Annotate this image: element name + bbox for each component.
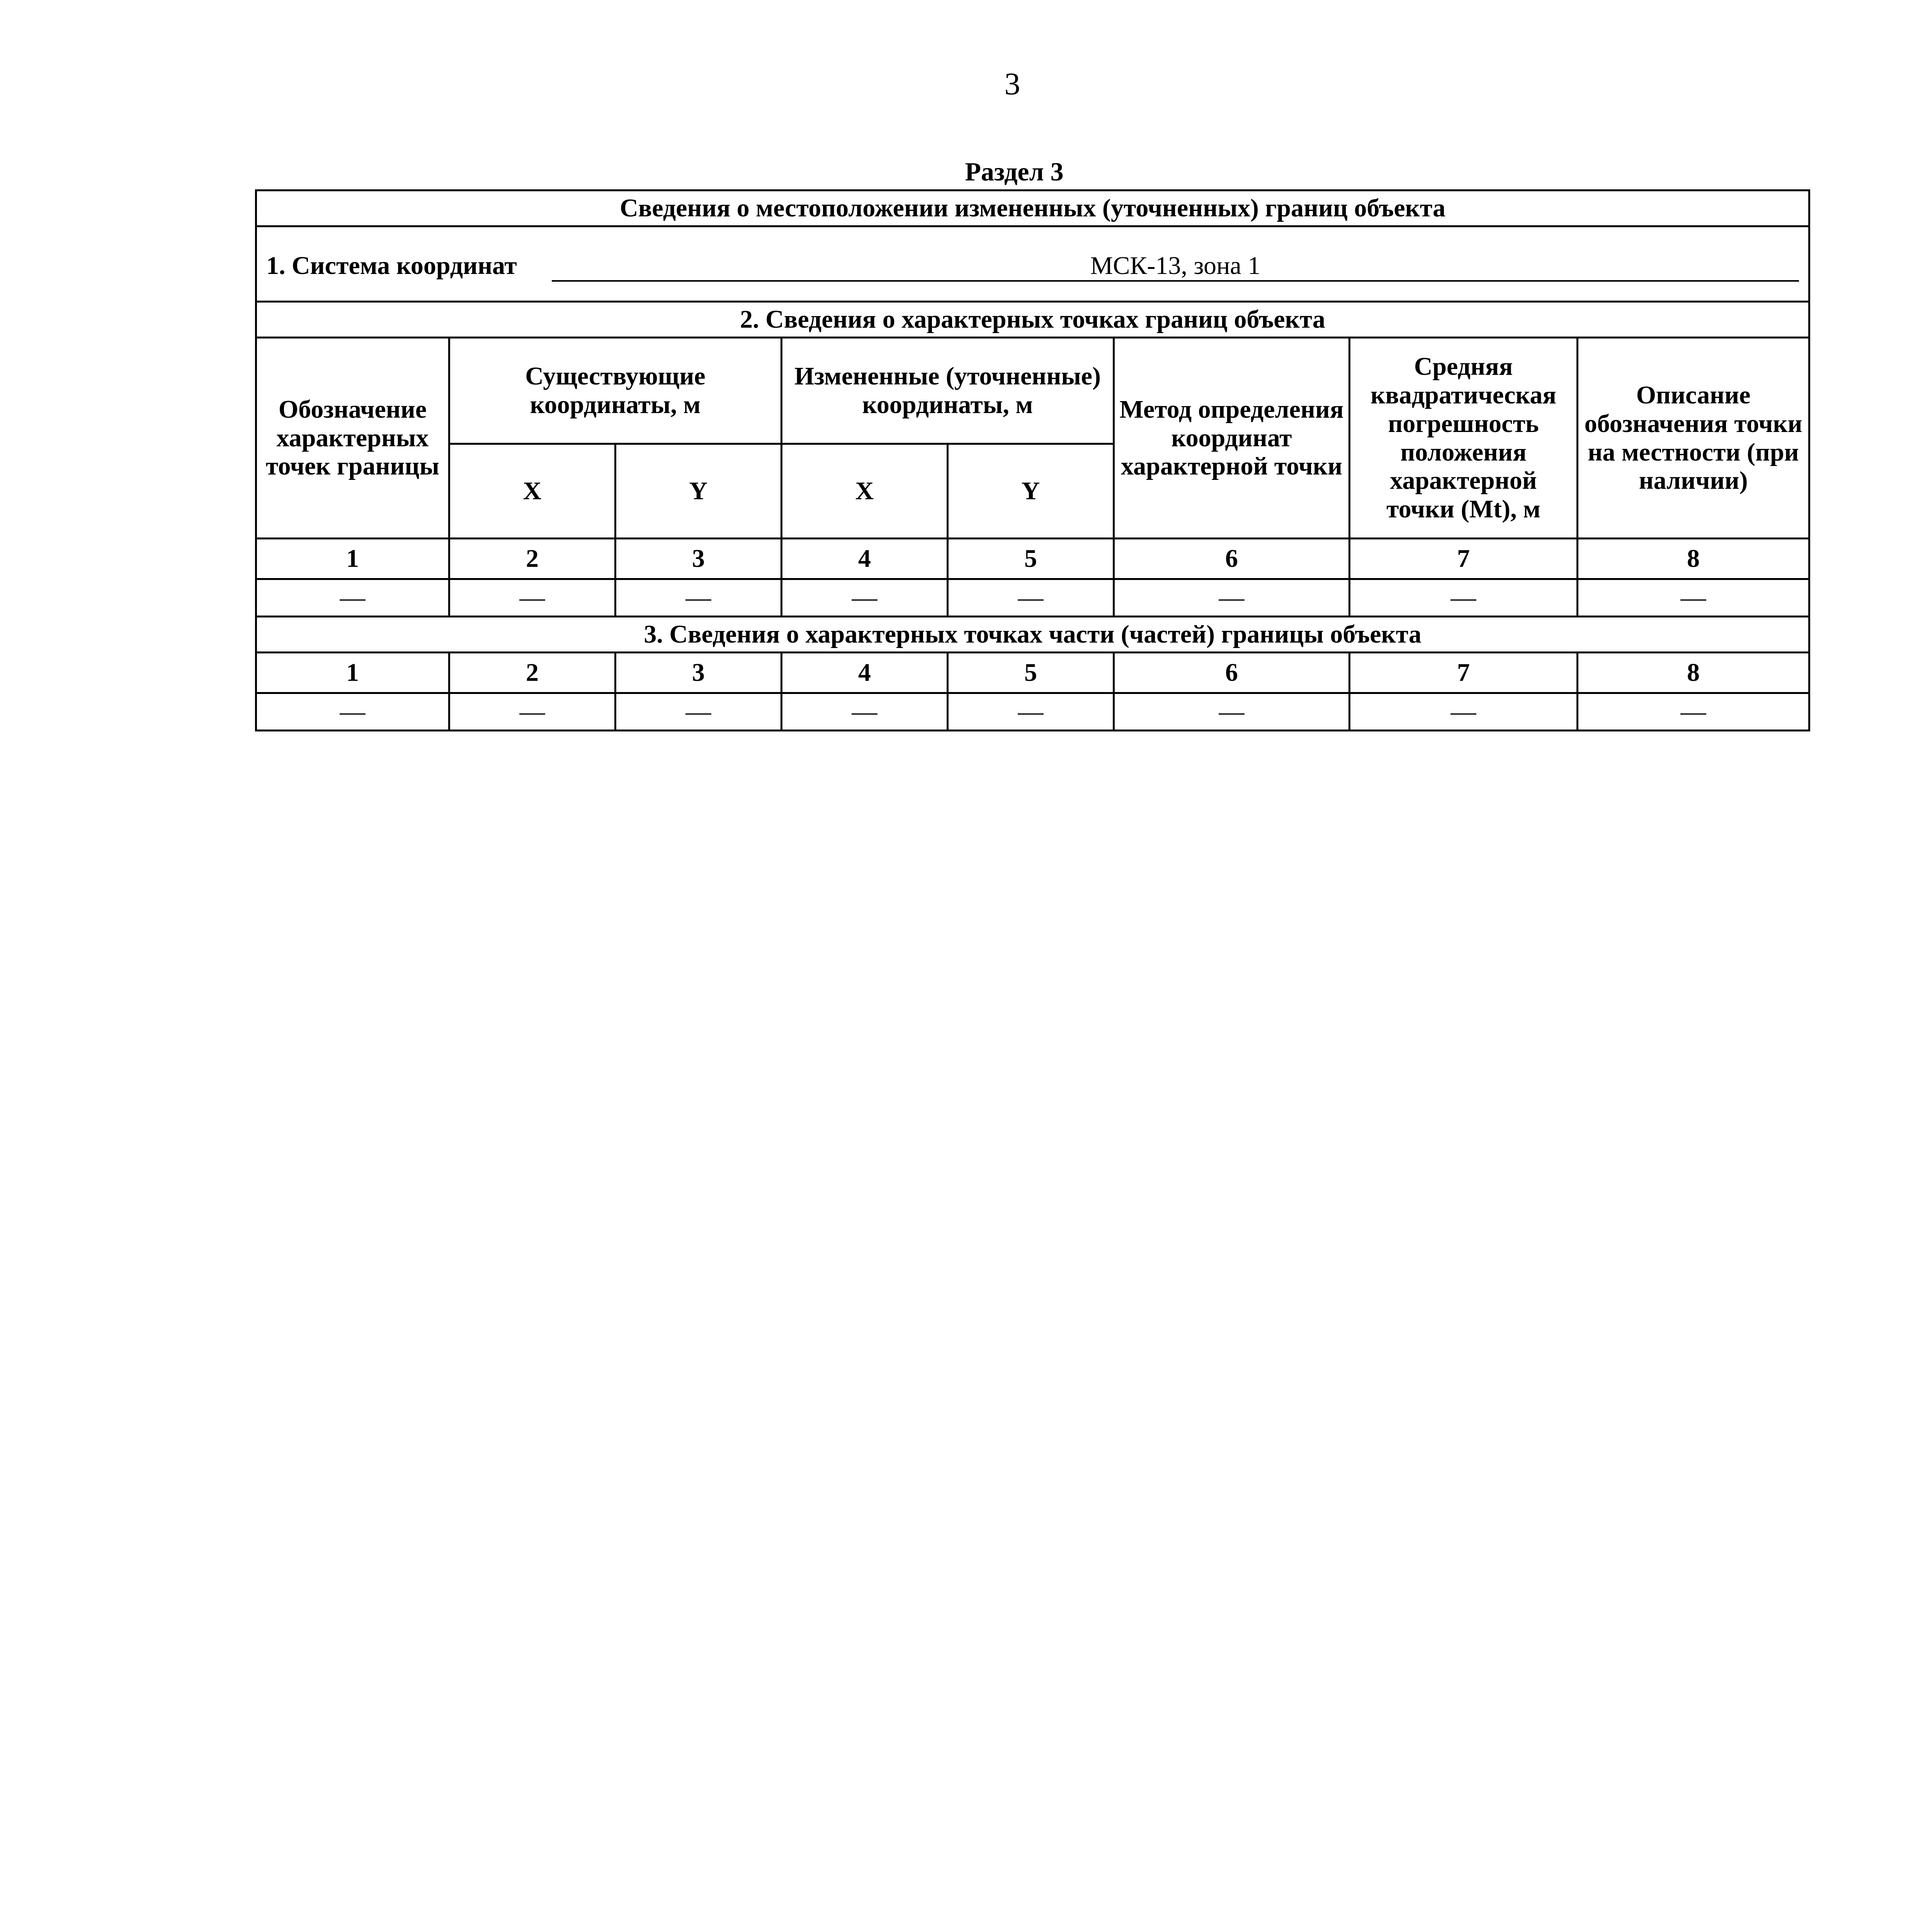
- column-number: 3: [616, 539, 782, 579]
- table-cell: —: [1114, 579, 1350, 617]
- section-title: Раздел 3: [965, 157, 1064, 186]
- table-cell: —: [1350, 693, 1578, 731]
- column-number: 5: [948, 539, 1114, 579]
- column-number: 2: [449, 539, 616, 579]
- column-number: 5: [948, 653, 1114, 693]
- column-number: 8: [1578, 653, 1809, 693]
- header-changed-coords: Измененные (уточненные) координаты, м: [782, 338, 1114, 444]
- column-number: 7: [1350, 653, 1578, 693]
- column-number: 7: [1350, 539, 1578, 579]
- table-row: [256, 579, 1809, 617]
- table-cell: —: [616, 579, 782, 617]
- coord-system-cell: [256, 226, 1809, 302]
- header-changed-y: Y: [948, 444, 1114, 539]
- header-changed-x: X: [782, 444, 948, 539]
- table-cell: —: [1578, 693, 1809, 731]
- column-number: 6: [1114, 539, 1350, 579]
- table-cell: —: [1350, 579, 1578, 617]
- parts-column-number-row: [256, 653, 1809, 693]
- table-row: [256, 693, 1809, 731]
- header-error: Средняя квадратическая погрешность положения характерной точки (Mt), м: [1350, 338, 1578, 539]
- header-existing-x: X: [449, 444, 616, 539]
- header-existing-y: Y: [616, 444, 782, 539]
- column-number: 4: [782, 653, 948, 693]
- header-designation: Обозначение характерных точек границы: [256, 338, 449, 539]
- parts-heading: 3. Сведения о характерных точках части (частей) границы объекта: [256, 617, 1809, 653]
- table-cell: —: [256, 693, 449, 731]
- header-description: Описание обозначения точки на местности (при наличии): [1578, 338, 1809, 539]
- page-number: 3: [1004, 66, 1020, 101]
- table-heading: Сведения о местоположении измененных (уточненных) границ объекта: [256, 190, 1809, 226]
- table-cell: —: [256, 579, 449, 617]
- table-cell: —: [948, 693, 1114, 731]
- points-heading: 2. Сведения о характерных точках границ объекта: [256, 302, 1809, 338]
- coord-system-value: МСК-13, зона 1: [552, 252, 1799, 282]
- column-number: 4: [782, 539, 948, 579]
- column-number: 3: [616, 653, 782, 693]
- table-cell: —: [782, 579, 948, 617]
- column-number: 6: [1114, 653, 1350, 693]
- table-cell: —: [616, 693, 782, 731]
- header-existing-coords: Существующие координаты, м: [449, 338, 782, 444]
- header-method: Метод определения координат характерной точки: [1114, 338, 1350, 539]
- column-number: 8: [1578, 539, 1809, 579]
- column-number: 1: [256, 539, 449, 579]
- table-cell: —: [1114, 693, 1350, 731]
- column-number-row: [256, 539, 1809, 579]
- column-number: 2: [449, 653, 616, 693]
- column-number: 1: [256, 653, 449, 693]
- table-cell: —: [782, 693, 948, 731]
- table-cell: —: [948, 579, 1114, 617]
- table-cell: —: [449, 579, 616, 617]
- coord-system-label: 1. Система координат: [266, 252, 517, 280]
- table-cell: —: [449, 693, 616, 731]
- boundary-table: [255, 189, 1810, 731]
- table-cell: —: [1578, 579, 1809, 617]
